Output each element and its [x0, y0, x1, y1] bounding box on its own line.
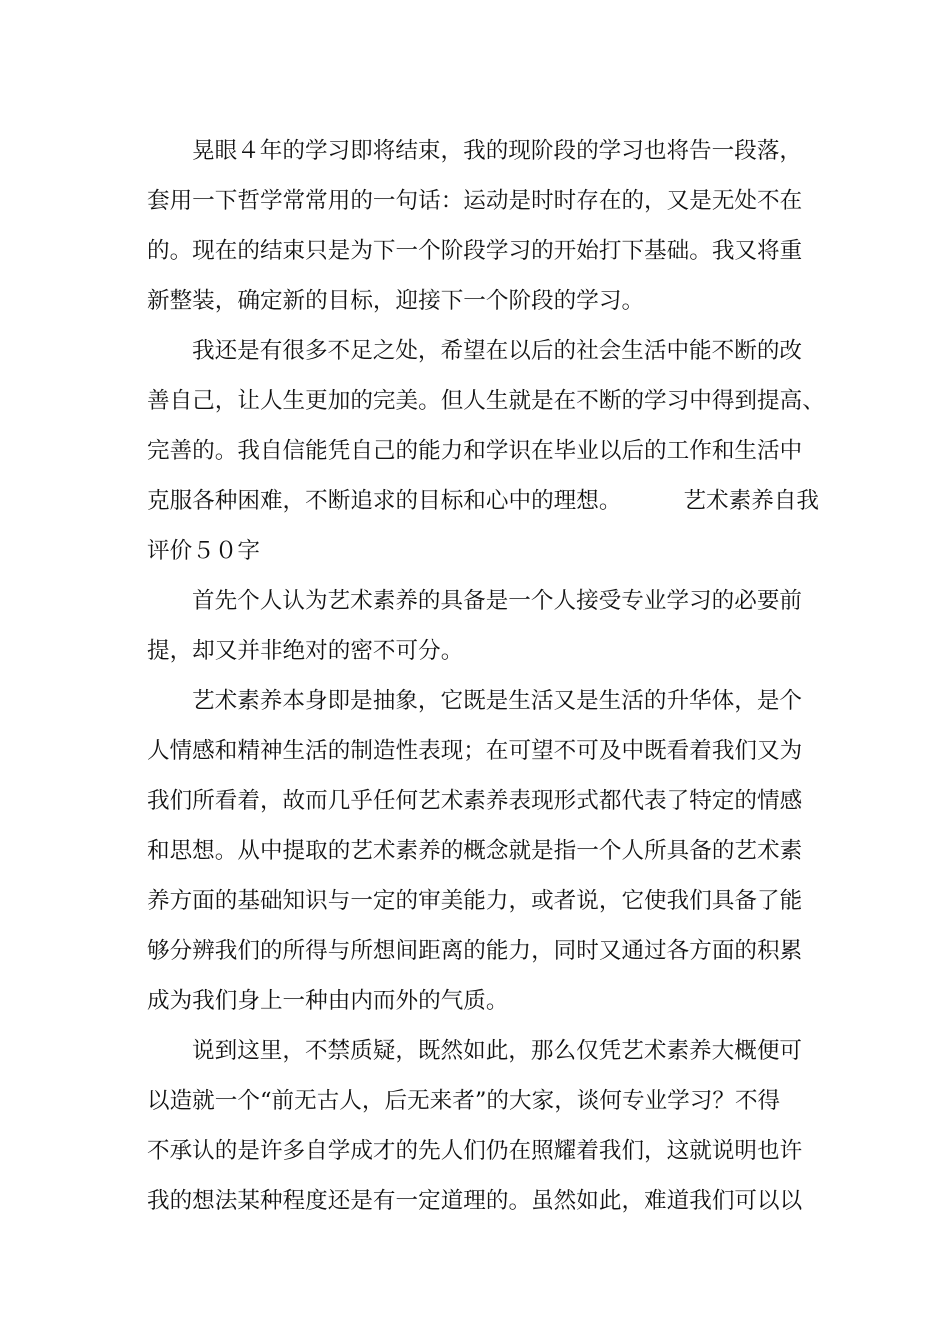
paragraph-line: 晃眼４年的学习即将结束，我的现阶段的学习也将告一段落， — [192, 138, 803, 164]
paragraph-line: 成为我们身上一种由内而外的气质。 — [147, 988, 509, 1014]
document-body — [147, 126, 825, 1226]
paragraph-line: 完善的。我自信能凭自己的能力和学识在毕业以后的工作和生活中 — [147, 438, 803, 464]
section-heading-continued: 评价５０字 — [147, 538, 260, 564]
paragraph-line: 以造就一个“前无古人，后无来者”的大家，谈何专业学习？不得 — [147, 1088, 781, 1114]
paragraph-line: 人情感和精神生活的制造性表现；在可望不可及中既看着我们又为 — [147, 738, 803, 764]
paragraph-line: 套用一下哲学常常用的一句话：运动是时时存在的，又是无处不在 — [147, 188, 803, 214]
section-heading: 艺术素养自我 — [683, 488, 820, 514]
paragraph-line: 不承认的是许多自学成才的先人们仍在照耀着我们，这就说明也许 — [147, 1138, 803, 1164]
paragraph-line: 提，却又并非绝对的密不可分。 — [147, 638, 464, 664]
paragraph-line: 艺术素养本身即是抽象，它既是生活又是生活的升华体，是个 — [192, 688, 803, 714]
paragraph-line: 我的想法某种程度还是有一定道理的。虽然如此，难道我们可以以 — [147, 1188, 803, 1214]
paragraph-line: 的。现在的结束只是为下一个阶段学习的开始打下基础。我又将重 — [147, 238, 803, 264]
paragraph-line-text: 克服各种困难，不断追求的目标和心中的理想。 — [147, 488, 622, 514]
paragraph-line: 善自己，让人生更加的完美。但人生就是在不断的学习中得到提高、 — [147, 388, 825, 414]
paragraph-line: 和思想。从中提取的艺术素养的概念就是指一个人所具备的艺术素 — [147, 838, 803, 864]
paragraph-line: 首先个人认为艺术素养的具备是一个人接受专业学习的必要前 — [192, 588, 803, 614]
paragraph-line: 我们所看着，故而几乎任何艺术素养表现形式都代表了特定的情感 — [147, 788, 803, 814]
paragraph-line: 我还是有很多不足之处，希望在以后的社会生活中能不断的改 — [192, 338, 803, 364]
paragraph-line — [147, 476, 820, 526]
paragraph-line: 够分辨我们的所得与所想间距离的能力，同时又通过各方面的积累 — [147, 938, 803, 964]
paragraph-line: 说到这里，不禁质疑，既然如此，那么仅凭艺术素养大概便可 — [192, 1038, 803, 1064]
paragraph-line: 新整装，确定新的目标，迎接下一个阶段的学习。 — [147, 288, 645, 314]
paragraph-line: 养方面的基础知识与一定的审美能力，或者说，它使我们具备了能 — [147, 888, 803, 914]
